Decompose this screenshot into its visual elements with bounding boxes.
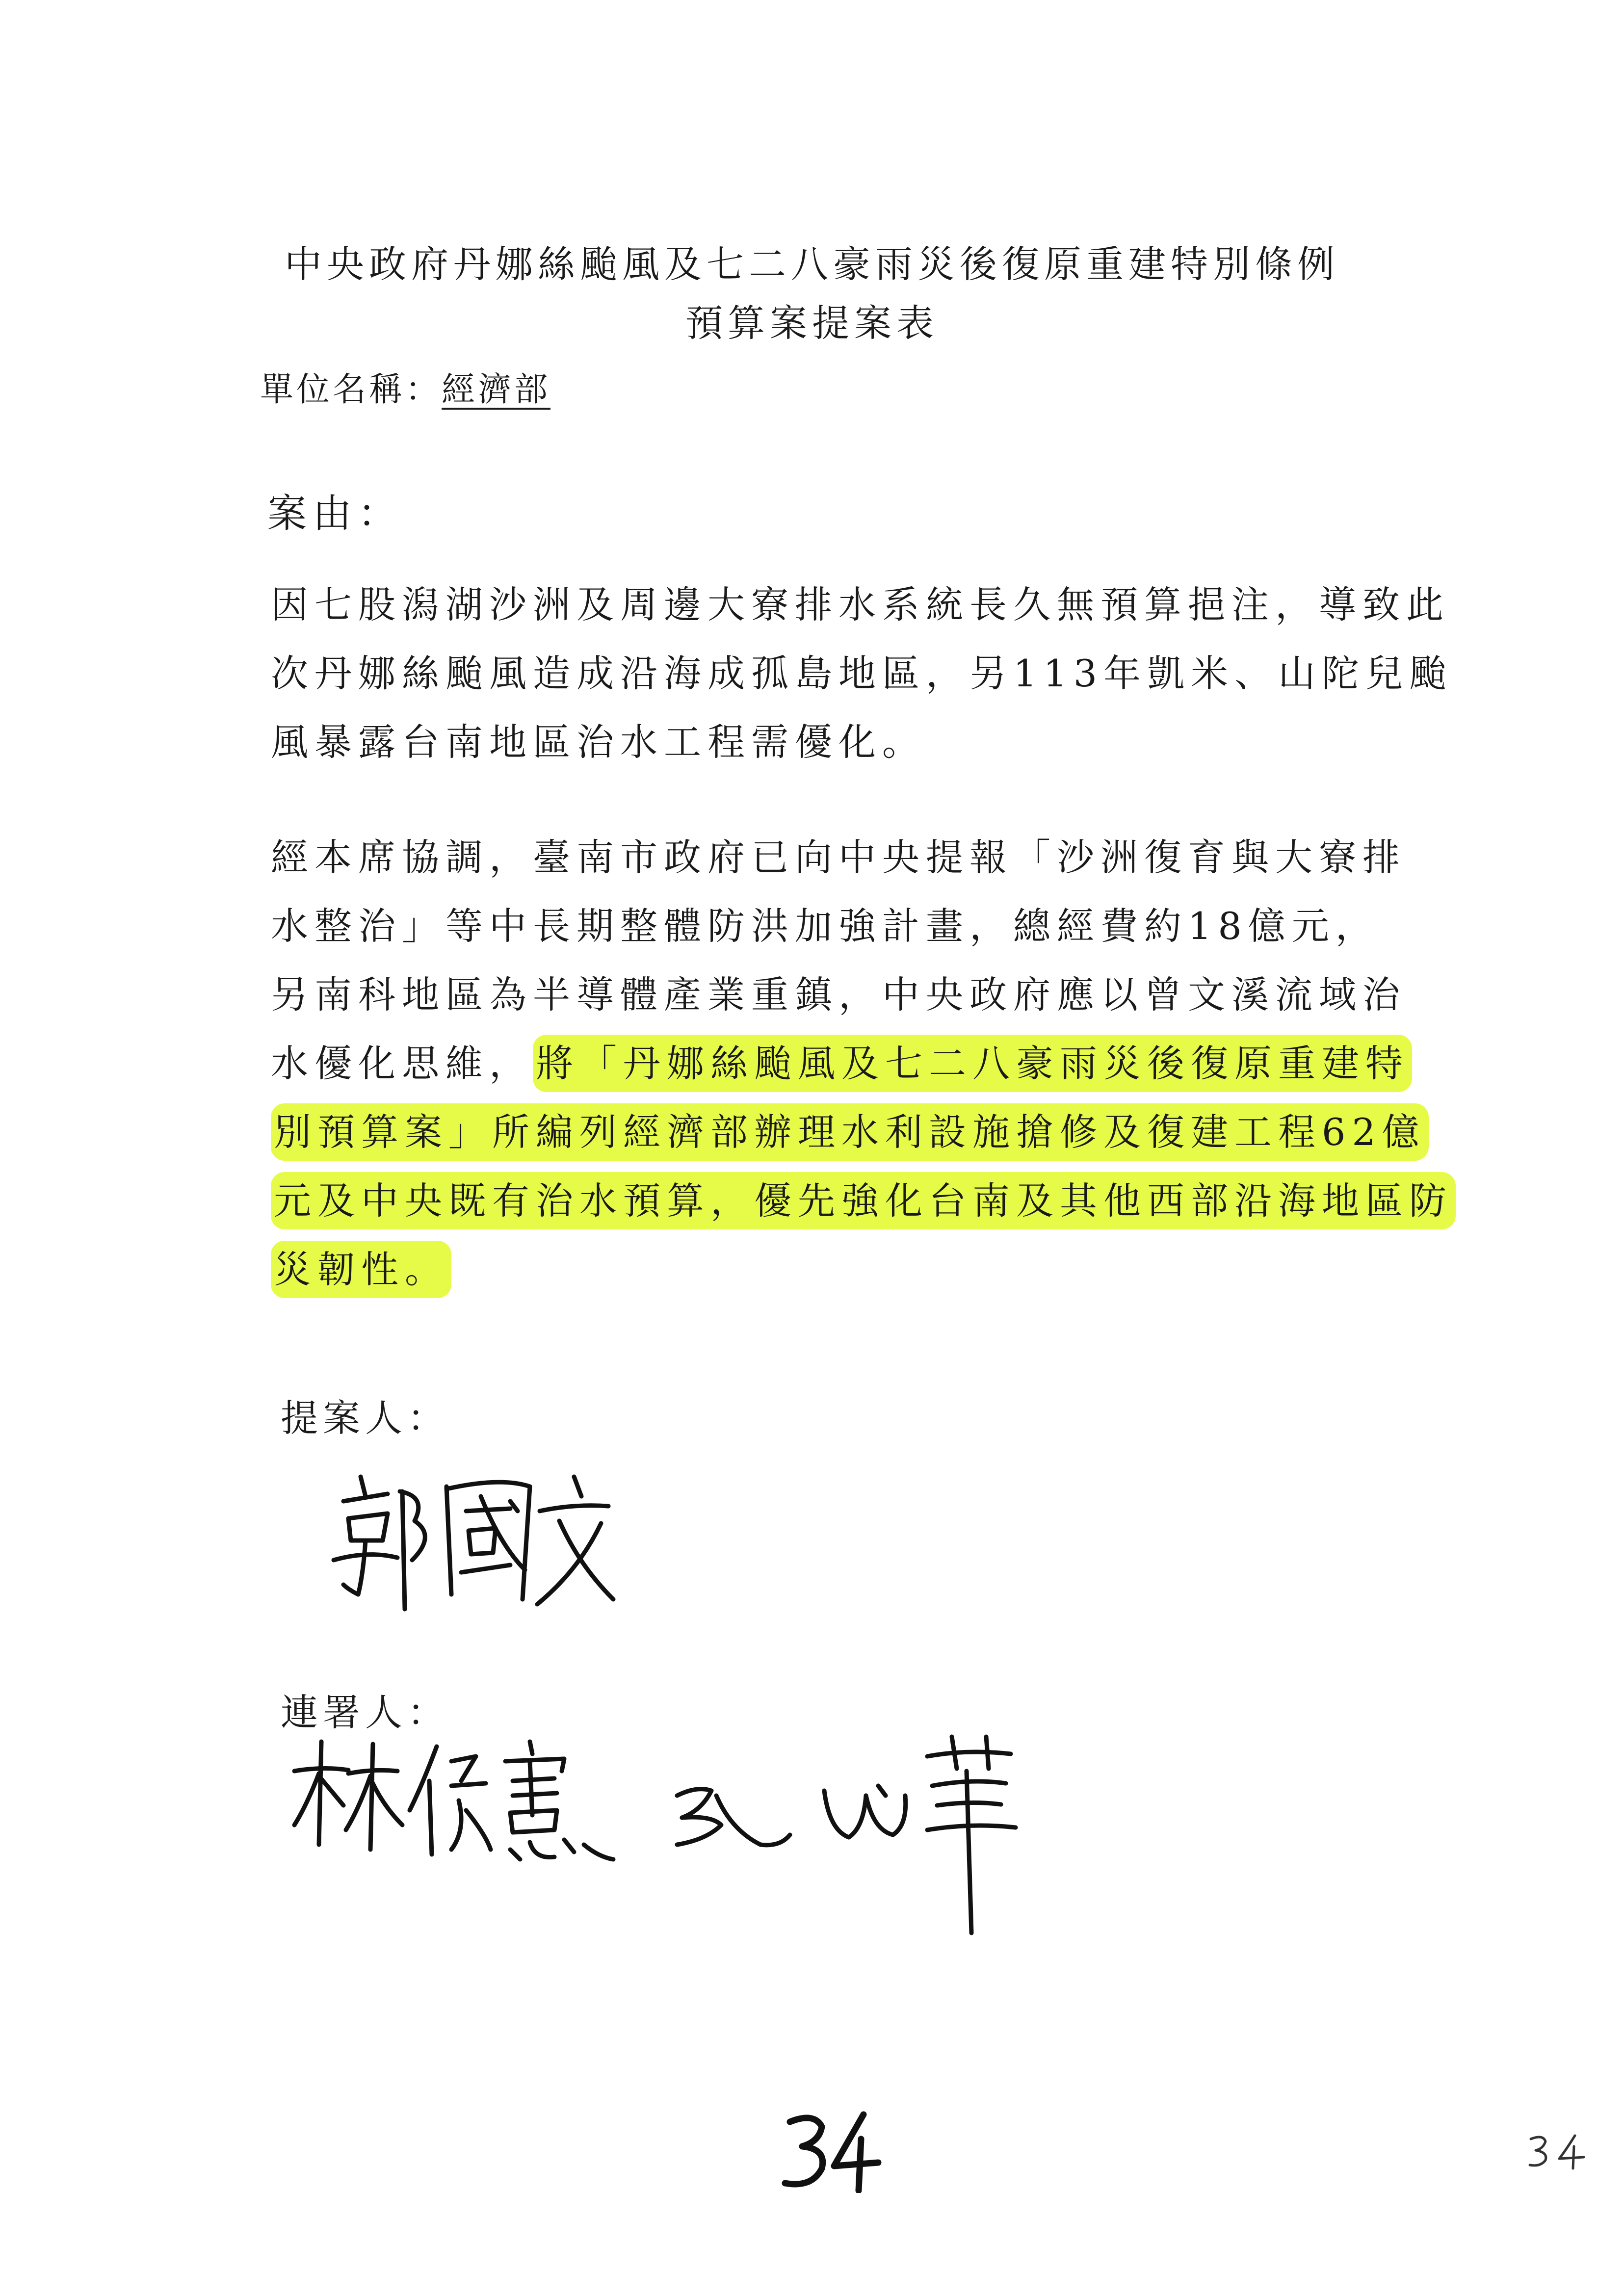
reason-label: 案由： bbox=[267, 491, 403, 536]
cosigner-signature bbox=[289, 1732, 1025, 1938]
paragraph-2-line-4-plain: 水優化思維， bbox=[271, 1042, 533, 1085]
paragraph-2-line-2: 水整治」等中長期整體防洪加強計畫，總經費約18億元， bbox=[271, 904, 1379, 948]
page-number-handwritten bbox=[780, 2110, 883, 2195]
highlighted-text: 災韌性。 bbox=[271, 1241, 451, 1298]
corner-page-number bbox=[1526, 2132, 1590, 2173]
highlighted-text: 將「丹娜絲颱風及七二八豪雨災後復原重建特 bbox=[533, 1035, 1412, 1092]
paragraph-2-line-7 bbox=[271, 1248, 451, 1291]
paragraph-2-line-3: 另南科地區為半導體產業重鎮，中央政府應以曾文溪流域治 bbox=[271, 973, 1406, 1017]
paragraph-2-line-5 bbox=[271, 1110, 1429, 1154]
proposer-signature bbox=[314, 1467, 618, 1614]
paragraph-2-line-4 bbox=[271, 1042, 1412, 1085]
unit-name-row bbox=[260, 363, 550, 411]
unit-label: 單位名稱： bbox=[260, 370, 442, 409]
proposer-label: 提案人： bbox=[281, 1396, 449, 1440]
cosigner-label: 連署人： bbox=[281, 1691, 449, 1734]
unit-value: 經濟部 bbox=[442, 370, 551, 409]
paragraph-1-line-3: 風暴露台南地區治水工程需優化。 bbox=[271, 720, 926, 764]
paragraph-2-line-6 bbox=[271, 1179, 1456, 1223]
paragraph-2-line-1: 經本席協調，臺南市政府已向中央提報「沙洲復育與大寮排 bbox=[271, 835, 1406, 879]
paragraph-1-line-2: 次丹娜絲颱風造成沿海成孤島地區，另113年凱米、山陀兒颱 bbox=[271, 652, 1453, 695]
highlighted-text: 別預算案」所編列經濟部辦理水利設施搶修及復建工程62億 bbox=[271, 1103, 1429, 1161]
highlighted-text: 元及中央既有治水預算，優先強化台南及其他西部沿海地區防 bbox=[271, 1172, 1456, 1229]
paragraph-1-line-1: 因七股潟湖沙洲及周邊大寮排水系統長久無預算挹注，導致此 bbox=[271, 583, 1450, 626]
document-title-line-1: 中央政府丹娜絲颱風及七二八豪雨災後復原重建特別條例 bbox=[285, 242, 1339, 286]
document-title-line-2: 預算案提案表 bbox=[685, 301, 939, 345]
